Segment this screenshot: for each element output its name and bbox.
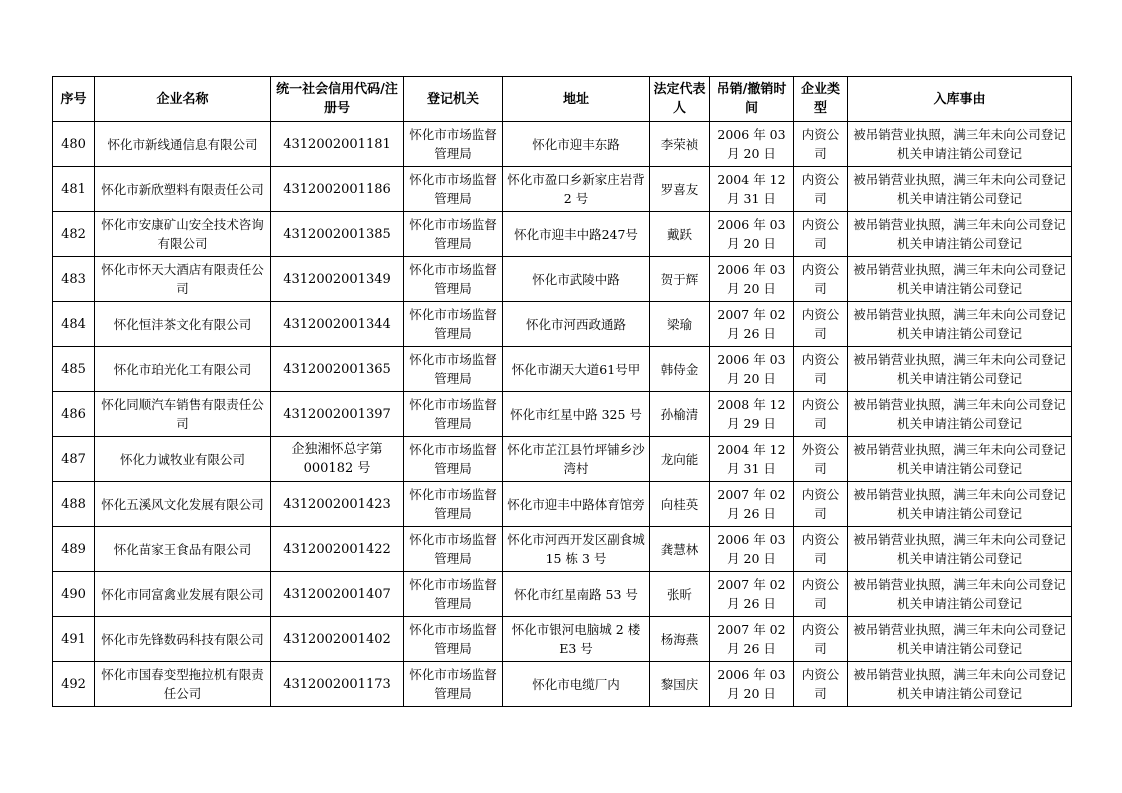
cell-reason: 被吊销营业执照，满三年未向公司登记机关申请注销公司登记 — [848, 347, 1072, 392]
cell-rep: 龚慧林 — [650, 527, 710, 572]
cell-address: 怀化市迎丰中路247号 — [503, 212, 650, 257]
cell-time: 2007 年 02 月 26 日 — [710, 302, 794, 347]
table-row — [53, 572, 1072, 617]
cell-type: 内资公司 — [794, 527, 848, 572]
cell-code: 4312002001402 — [271, 617, 404, 662]
cell-seq: 490 — [53, 572, 95, 617]
cell-reason: 被吊销营业执照，满三年未向公司登记机关申请注销公司登记 — [848, 572, 1072, 617]
cell-name: 怀化苗家王食品有限公司 — [95, 527, 271, 572]
cell-rep: 向桂英 — [650, 482, 710, 527]
cell-rep: 李荣祯 — [650, 122, 710, 167]
cell-rep: 贺于辉 — [650, 257, 710, 302]
cell-authority: 怀化市市场监督管理局 — [404, 482, 503, 527]
cell-name: 怀化市珀光化工有限公司 — [95, 347, 271, 392]
document-page — [52, 76, 1072, 707]
cell-reason: 被吊销营业执照，满三年未向公司登记机关申请注销公司登记 — [848, 167, 1072, 212]
cell-authority: 怀化市市场监督管理局 — [404, 122, 503, 167]
cell-code: 企独湘怀总字第000182 号 — [271, 437, 404, 482]
cell-address: 怀化市河西政通路 — [503, 302, 650, 347]
cell-authority: 怀化市市场监督管理局 — [404, 662, 503, 707]
table-row — [53, 527, 1072, 572]
cell-reason: 被吊销营业执照，满三年未向公司登记机关申请注销公司登记 — [848, 527, 1072, 572]
cell-authority: 怀化市市场监督管理局 — [404, 212, 503, 257]
table-row — [53, 482, 1072, 527]
cell-seq: 487 — [53, 437, 95, 482]
cell-name: 怀化恒沣茶文化有限公司 — [95, 302, 271, 347]
cell-address: 怀化市电缆厂内 — [503, 662, 650, 707]
cell-reason: 被吊销营业执照，满三年未向公司登记机关申请注销公司登记 — [848, 212, 1072, 257]
cell-time: 2006 年 03 月 20 日 — [710, 257, 794, 302]
cell-type: 内资公司 — [794, 482, 848, 527]
header-type: 企业类型 — [794, 77, 848, 122]
cell-type: 外资公司 — [794, 437, 848, 482]
cell-code: 4312002001181 — [271, 122, 404, 167]
cell-time: 2006 年 03 月 20 日 — [710, 212, 794, 257]
cell-name: 怀化市同富禽业发展有限公司 — [95, 572, 271, 617]
table-row — [53, 662, 1072, 707]
cell-code: 4312002001173 — [271, 662, 404, 707]
cell-time: 2007 年 02 月 26 日 — [710, 617, 794, 662]
table-row — [53, 257, 1072, 302]
table-row — [53, 212, 1072, 257]
cell-code: 4312002001349 — [271, 257, 404, 302]
cell-address: 怀化市芷江县竹坪铺乡沙湾村 — [503, 437, 650, 482]
cell-address: 怀化市湖天大道61号甲 — [503, 347, 650, 392]
cell-address: 怀化市武陵中路 — [503, 257, 650, 302]
cell-seq: 480 — [53, 122, 95, 167]
cell-seq: 483 — [53, 257, 95, 302]
cell-code: 4312002001344 — [271, 302, 404, 347]
cell-type: 内资公司 — [794, 167, 848, 212]
cell-type: 内资公司 — [794, 257, 848, 302]
cell-code: 4312002001365 — [271, 347, 404, 392]
cell-rep: 戴跃 — [650, 212, 710, 257]
cell-authority: 怀化市市场监督管理局 — [404, 617, 503, 662]
cell-name: 怀化市怀天大酒店有限责任公司 — [95, 257, 271, 302]
cell-time: 2004 年 12 月 31 日 — [710, 437, 794, 482]
cell-address: 怀化市迎丰中路体育馆旁 — [503, 482, 650, 527]
cell-time: 2006 年 03 月 20 日 — [710, 122, 794, 167]
cell-type: 内资公司 — [794, 122, 848, 167]
cell-address: 怀化市银河电脑城 2 楼 E3 号 — [503, 617, 650, 662]
cell-authority: 怀化市市场监督管理局 — [404, 392, 503, 437]
cell-authority: 怀化市市场监督管理局 — [404, 347, 503, 392]
cell-type: 内资公司 — [794, 617, 848, 662]
cell-authority: 怀化市市场监督管理局 — [404, 437, 503, 482]
cell-rep: 罗喜友 — [650, 167, 710, 212]
cell-address: 怀化市红星中路 325 号 — [503, 392, 650, 437]
table-row — [53, 302, 1072, 347]
cell-reason: 被吊销营业执照，满三年未向公司登记机关申请注销公司登记 — [848, 662, 1072, 707]
header-address: 地址 — [503, 77, 650, 122]
cell-type: 内资公司 — [794, 572, 848, 617]
cell-address: 怀化市红星南路 53 号 — [503, 572, 650, 617]
cell-code: 4312002001186 — [271, 167, 404, 212]
cell-seq: 489 — [53, 527, 95, 572]
cell-authority: 怀化市市场监督管理局 — [404, 572, 503, 617]
cell-reason: 被吊销营业执照，满三年未向公司登记机关申请注销公司登记 — [848, 122, 1072, 167]
cell-address: 怀化市迎丰东路 — [503, 122, 650, 167]
cell-type: 内资公司 — [794, 347, 848, 392]
cell-authority: 怀化市市场监督管理局 — [404, 257, 503, 302]
cell-authority: 怀化市市场监督管理局 — [404, 527, 503, 572]
cell-name: 怀化市安康矿山安全技术咨询有限公司 — [95, 212, 271, 257]
cell-time: 2008 年 12 月 29 日 — [710, 392, 794, 437]
cell-reason: 被吊销营业执照，满三年未向公司登记机关申请注销公司登记 — [848, 437, 1072, 482]
table-row — [53, 167, 1072, 212]
header-reason: 入库事由 — [848, 77, 1072, 122]
table-body — [53, 122, 1072, 707]
cell-rep: 韩侍金 — [650, 347, 710, 392]
cell-seq: 484 — [53, 302, 95, 347]
cell-name: 怀化市新线通信息有限公司 — [95, 122, 271, 167]
cell-code: 4312002001397 — [271, 392, 404, 437]
cell-address: 怀化市河西开发区副食城 15 栋 3 号 — [503, 527, 650, 572]
table-header-row — [53, 77, 1072, 122]
enterprise-table — [52, 76, 1072, 707]
cell-rep: 黎国庆 — [650, 662, 710, 707]
cell-name: 怀化市先锋数码科技有限公司 — [95, 617, 271, 662]
cell-name: 怀化力诚牧业有限公司 — [95, 437, 271, 482]
cell-code: 4312002001407 — [271, 572, 404, 617]
cell-reason: 被吊销营业执照，满三年未向公司登记机关申请注销公司登记 — [848, 257, 1072, 302]
cell-type: 内资公司 — [794, 212, 848, 257]
table-row — [53, 122, 1072, 167]
cell-name: 怀化市新欣塑料有限责任公司 — [95, 167, 271, 212]
cell-rep: 孙榆清 — [650, 392, 710, 437]
header-seq: 序号 — [53, 77, 95, 122]
cell-type: 内资公司 — [794, 662, 848, 707]
cell-rep: 梁瑜 — [650, 302, 710, 347]
table-row — [53, 437, 1072, 482]
header-rep: 法定代表人 — [650, 77, 710, 122]
header-code: 统一社会信用代码/注册号 — [271, 77, 404, 122]
cell-reason: 被吊销营业执照，满三年未向公司登记机关申请注销公司登记 — [848, 392, 1072, 437]
header-authority: 登记机关 — [404, 77, 503, 122]
cell-code: 4312002001385 — [271, 212, 404, 257]
cell-time: 2004 年 12 月 31 日 — [710, 167, 794, 212]
cell-name: 怀化同顺汽车销售有限责任公司 — [95, 392, 271, 437]
table-row — [53, 347, 1072, 392]
cell-name: 怀化五溪风文化发展有限公司 — [95, 482, 271, 527]
cell-address: 怀化市盈口乡新家庄岩背 2 号 — [503, 167, 650, 212]
cell-code: 4312002001423 — [271, 482, 404, 527]
cell-seq: 491 — [53, 617, 95, 662]
cell-time: 2006 年 03 月 20 日 — [710, 662, 794, 707]
cell-reason: 被吊销营业执照，满三年未向公司登记机关申请注销公司登记 — [848, 617, 1072, 662]
cell-rep: 张昕 — [650, 572, 710, 617]
header-name: 企业名称 — [95, 77, 271, 122]
cell-seq: 481 — [53, 167, 95, 212]
header-time: 吊销/撤销时间 — [710, 77, 794, 122]
cell-time: 2006 年 03 月 20 日 — [710, 347, 794, 392]
cell-time: 2006 年 03 月 20 日 — [710, 527, 794, 572]
cell-type: 内资公司 — [794, 302, 848, 347]
cell-code: 4312002001422 — [271, 527, 404, 572]
cell-reason: 被吊销营业执照，满三年未向公司登记机关申请注销公司登记 — [848, 482, 1072, 527]
cell-name: 怀化市国春变型拖拉机有限责任公司 — [95, 662, 271, 707]
table-row — [53, 617, 1072, 662]
cell-seq: 492 — [53, 662, 95, 707]
cell-rep: 杨海燕 — [650, 617, 710, 662]
cell-seq: 485 — [53, 347, 95, 392]
cell-seq: 488 — [53, 482, 95, 527]
cell-time: 2007 年 02 月 26 日 — [710, 482, 794, 527]
cell-authority: 怀化市市场监督管理局 — [404, 302, 503, 347]
cell-seq: 486 — [53, 392, 95, 437]
cell-rep: 龙向能 — [650, 437, 710, 482]
cell-authority: 怀化市市场监督管理局 — [404, 167, 503, 212]
cell-seq: 482 — [53, 212, 95, 257]
cell-type: 内资公司 — [794, 392, 848, 437]
cell-reason: 被吊销营业执照，满三年未向公司登记机关申请注销公司登记 — [848, 302, 1072, 347]
table-row — [53, 392, 1072, 437]
cell-time: 2007 年 02 月 26 日 — [710, 572, 794, 617]
